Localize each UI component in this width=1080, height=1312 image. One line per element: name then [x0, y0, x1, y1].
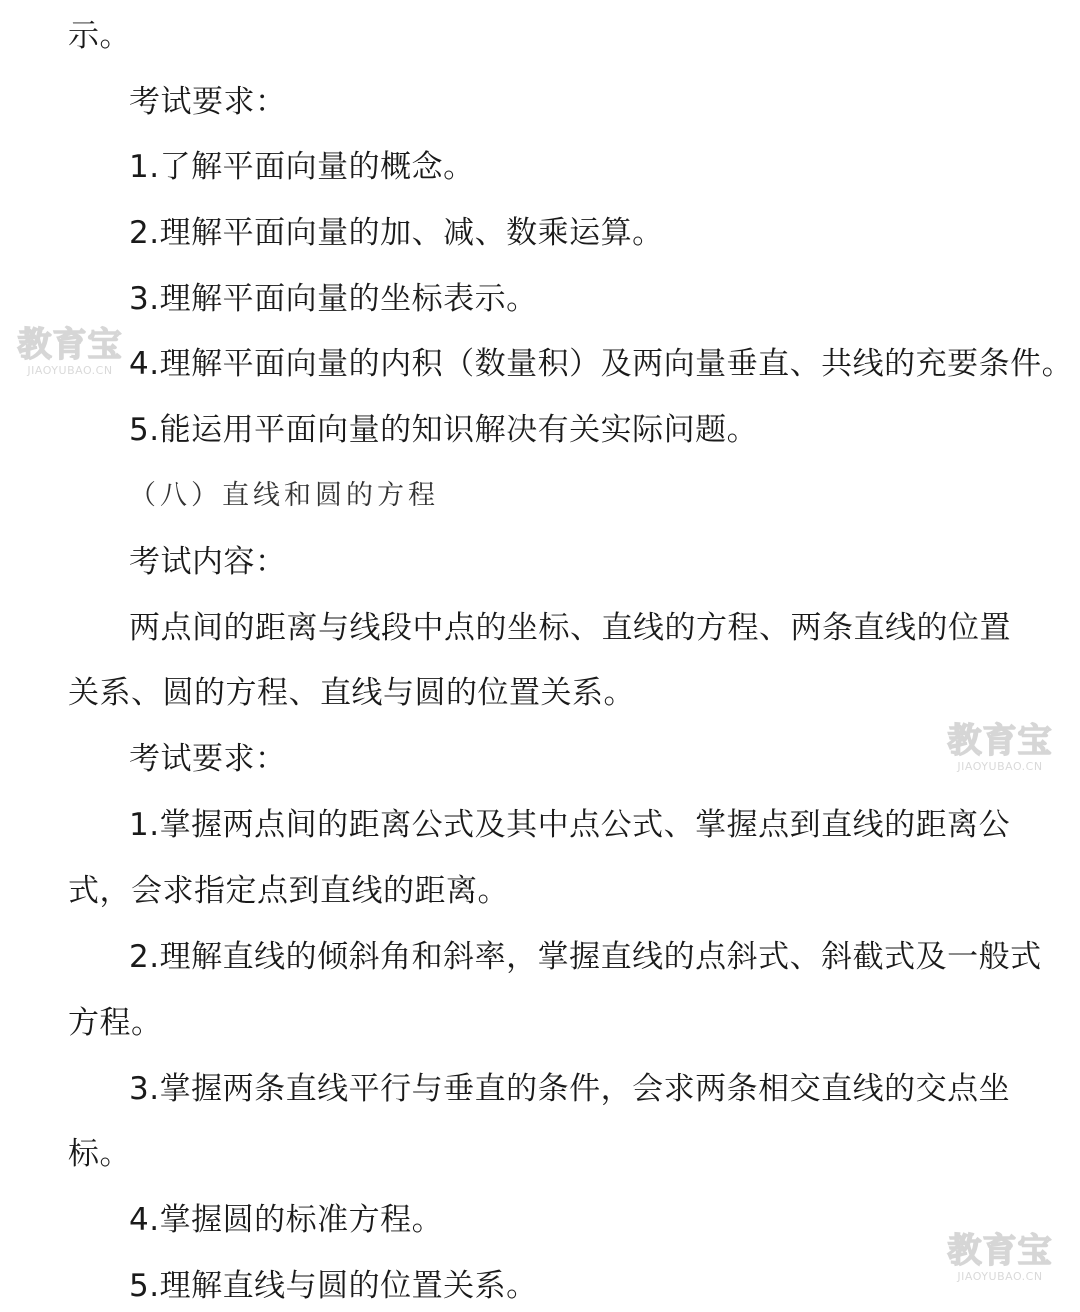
- text-line: 示。: [68, 18, 131, 54]
- text-line: 1.掌握两点间的距离公式及其中点公式、掌握点到直线的距离公: [129, 807, 1011, 843]
- text-line: 2.理解直线的倾斜角和斜率，掌握直线的点斜式、斜截式及一般式: [129, 939, 1042, 975]
- text-line: 4.理解平面向量的内积（数量积）及两向量垂直、共线的充要条件。: [129, 346, 1074, 382]
- text-line: 方程。: [68, 1005, 163, 1041]
- section-heading: （八）直线和圆的方程: [129, 480, 439, 511]
- watermark-logo: 教育宝 JIAOYUBAO.CN: [17, 325, 123, 377]
- text-line: 考试内容：: [129, 544, 287, 580]
- text-line: 考试要求：: [129, 84, 287, 120]
- watermark-logo: 教育宝 JIAOYUBAO.CN: [947, 721, 1053, 773]
- text-line: 两点间的距离与线段中点的坐标、直线的方程、两条直线的位置: [129, 610, 1011, 646]
- text-line: 3.掌握两条直线平行与垂直的条件，会求两条相交直线的交点坐: [129, 1071, 1011, 1107]
- text-line: 标。: [68, 1136, 131, 1172]
- text-line: 1.了解平面向量的概念。: [129, 149, 475, 185]
- watermark-logo: 教育宝 JIAOYUBAO.CN: [947, 1231, 1053, 1283]
- text-line: 5.理解直线与圆的位置关系。: [129, 1268, 538, 1304]
- text-line: 式，会求指定点到直线的距离。: [68, 873, 509, 909]
- text-line: 关系、圆的方程、直线与圆的位置关系。: [68, 675, 635, 711]
- text-line: 3.理解平面向量的坐标表示。: [129, 281, 538, 317]
- text-line: 考试要求：: [129, 741, 287, 777]
- text-line: 5.能运用平面向量的知识解决有关实际问题。: [129, 412, 759, 448]
- text-line: 4.掌握圆的标准方程。: [129, 1202, 444, 1238]
- text-line: 2.理解平面向量的加、减、数乘运算。: [129, 215, 664, 251]
